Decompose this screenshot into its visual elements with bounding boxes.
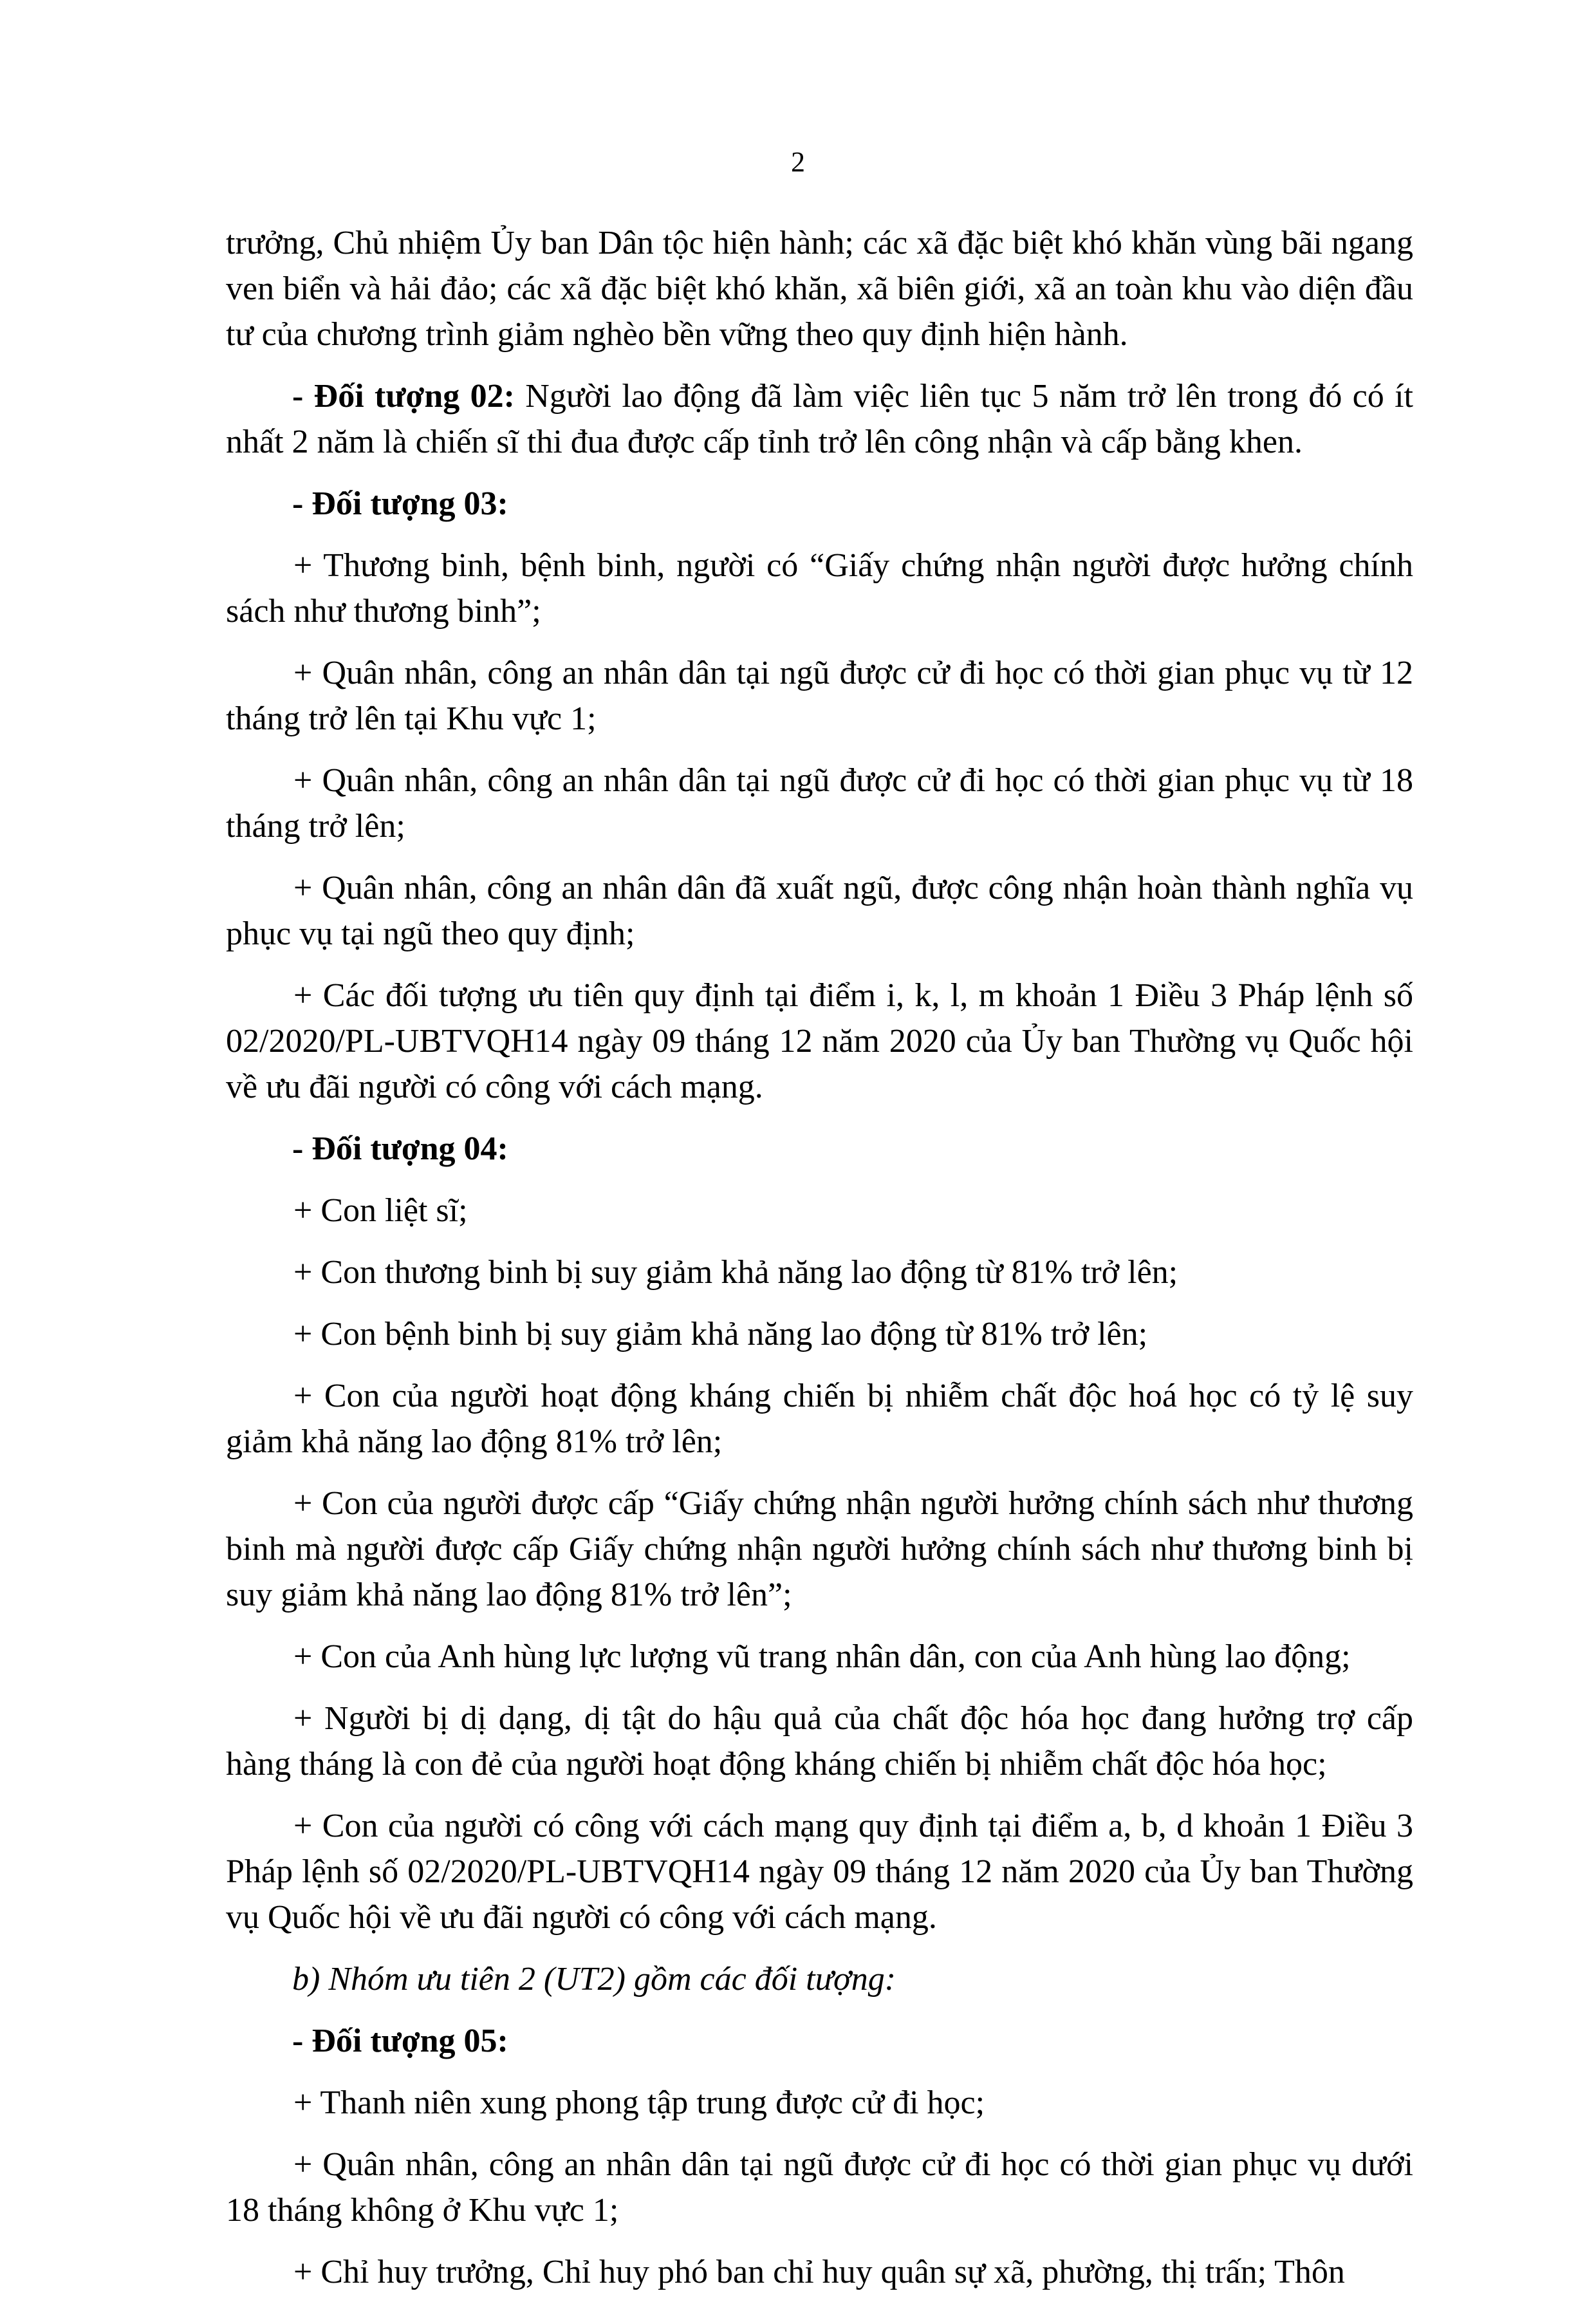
heading-doi-tuong-05 [226,2018,1413,2064]
list-item: + Chỉ huy trưởng, Chỉ huy phó ban chỉ huy quân sự xã, phường, thị trấn; Thôn [293,2254,1345,2290]
heading-doi-tuong-04 [226,1126,1413,1172]
paragraph: trưởng, Chủ nhiệm Ủy ban Dân tộc hiện hành; các xã đặc biệt khó khăn vùng bãi ngang ven biển và hải đảo; các xã đặc biệt khó khăn, xã biên giới, xã an toàn khu vào diện đầu tư của chương trình giảm nghèo bền vững theo quy định hiện hành. [226,225,1413,353]
list-item: + Con của người có công với cách mạng quy định tại điểm a, b, d khoản 1 Điều 3 Pháp lệnh số 02/2020/PL-UBTVQH14 ngày 09 tháng 12 năm 2020 của Ủy ban Thường vụ Quốc hội về ưu đãi người có công với cách mạng. [226,1808,1413,1936]
list-item: + Con của Anh hùng lực lượng vũ trang nhân dân, con của Anh hùng lao động; [293,1638,1351,1675]
section-label: b) Nhóm ưu tiên 2 (UT2) gồm các đối tượng: [292,1961,896,1998]
list-item: + Con bệnh binh bị suy giảm khả năng lao động từ 81% trở lên; [293,1316,1148,1352]
category-label: - Đối tượng 03: [292,485,508,522]
list-item: + Quân nhân, công an nhân dân tại ngũ được cử đi học có thời gian phục vụ dưới 18 tháng không ở Khu vực 1; [226,2146,1413,2229]
document-body [226,220,1413,2311]
list-item: + Quân nhân, công an nhân dân tại ngũ được cử đi học có thời gian phục vụ từ 12 tháng trở lên tại Khu vực 1; [226,655,1413,737]
heading-doi-tuong-03 [226,481,1413,527]
list-item: + Quân nhân, công an nhân dân đã xuất ngũ, được công nhận hoàn thành nghĩa vụ phục vụ tại ngũ theo quy định; [226,870,1413,952]
list-item: + Con của người hoạt động kháng chiến bị nhiễm chất độc hoá học có tỷ lệ suy giảm khả năng lao động 81% trở lên; [226,1378,1413,1460]
list-item: + Các đối tượng ưu tiên quy định tại điểm i, k, l, m khoản 1 Điều 3 Pháp lệnh số 02/2020/PL-UBTVQH14 ngày 09 tháng 12 năm 2020 của Ủy ban Thường vụ Quốc hội về ưu đãi người có công với cách mạng. [226,977,1413,1105]
list-item: + Thanh niên xung phong tập trung được cử đi học; [293,2084,985,2121]
paragraph-text: Người lao động đã làm việc liên tục 5 năm trở lên trong đó có ít nhất 2 năm là chiến sĩ thi đua được cấp tỉnh trở lên công nhận và cấp bằng khen. [226,378,1413,460]
list-item: + Người bị dị dạng, dị tật do hậu quả của chất độc hóa học đang hưởng trợ cấp hàng tháng là con đẻ của người hoạt động kháng chiến bị nhiễm chất độc hóa học; [226,1700,1413,1782]
list-item: + Quân nhân, công an nhân dân tại ngũ được cử đi học có thời gian phục vụ từ 18 tháng trở lên; [226,762,1413,845]
category-label: - Đối tượng 02: [292,378,515,415]
list-item: + Con thương binh bị suy giảm khả năng lao động từ 81% trở lên; [293,1254,1178,1291]
section-heading-ut2 [226,1956,1413,2002]
list-item: + Con của người được cấp “Giấy chứng nhận người hưởng chính sách như thương binh mà người được cấp Giấy chứng nhận người hưởng chính sách như thương binh bị suy giảm khả năng lao động 81% trở lên”; [226,1485,1413,1613]
list-item: + Con liệt sĩ; [293,1192,468,1229]
category-label: - Đối tượng 05: [292,2023,508,2059]
paragraph-doi-tuong-02 [226,373,1413,465]
page-number: 2 [791,146,805,178]
category-label: - Đối tượng 04: [292,1130,508,1167]
list-item: + Thương binh, bệnh binh, người có “Giấy chứng nhận người được hưởng chính sách như thương binh”; [226,547,1413,630]
